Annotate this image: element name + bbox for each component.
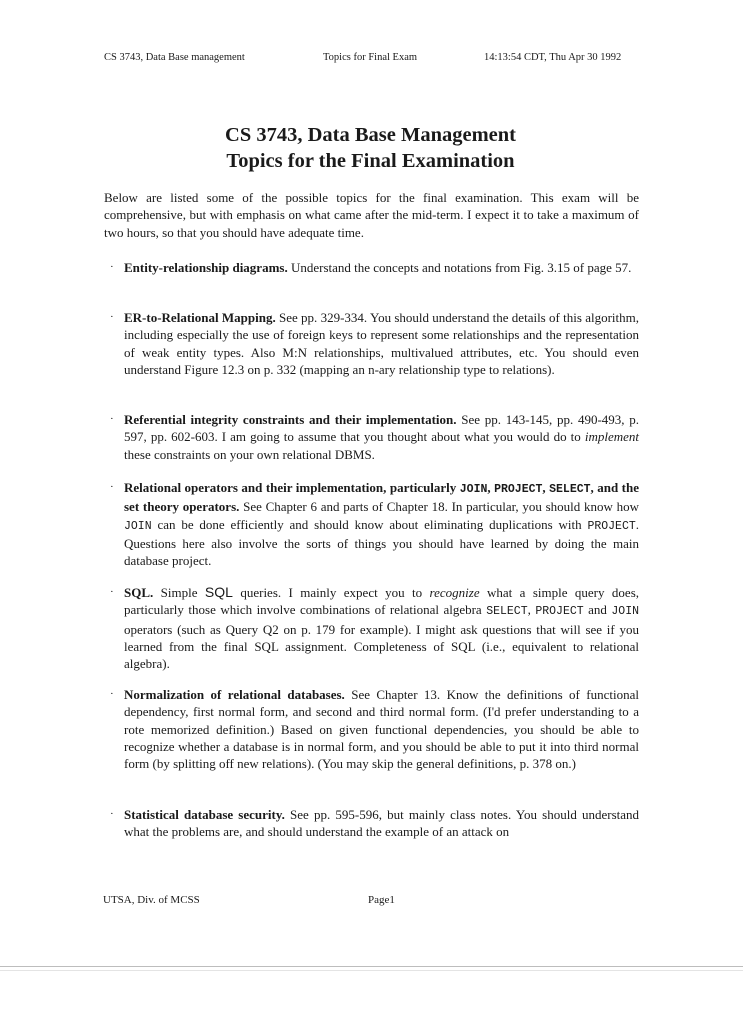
- topic-body: [124, 259, 639, 276]
- topic-item-normalization: [110, 686, 639, 772]
- topic-text: Simple: [153, 585, 205, 600]
- topic-heading: Entity-relationship diagrams.: [124, 260, 288, 275]
- topic-text: can be done efficiently and should know about eliminating duplications with: [151, 516, 588, 532]
- topic-heading: , and the set theory operators.: [124, 480, 640, 515]
- topic-item-referential-integrity: [110, 411, 639, 463]
- topic-body: [124, 686, 639, 772]
- topic-heading: ER-to-Relational Mapping.: [124, 310, 276, 325]
- topic-text: See pp. 143-145, pp. 490-493, p. 597, pp. 602-603. I am going to assume that you thought about what you would do to: [124, 412, 639, 445]
- code-select: SELECT: [486, 605, 528, 619]
- topic-body: [124, 584, 639, 672]
- bullet: ·: [110, 261, 114, 273]
- topic-heading: Normalization of relational databases.: [124, 687, 345, 702]
- topic-item-statistical-security: [110, 806, 639, 841]
- document-title: [0, 122, 743, 174]
- emphasis-text: implement: [584, 429, 639, 445]
- header-course: CS 3743, Data Base management: [104, 52, 245, 63]
- bullet: ·: [110, 311, 114, 323]
- footer-department: UTSA, Div. of MCSS: [103, 894, 200, 906]
- topic-text: and: [583, 602, 612, 618]
- footer-page-number: Page1: [368, 894, 395, 906]
- topic-text: . Questions here also involve the sorts of things you should have learned by doing the main database project.: [124, 516, 639, 569]
- code-join: JOIN: [124, 519, 152, 533]
- bullet: ·: [110, 586, 114, 598]
- code-project: PROJECT: [535, 605, 584, 619]
- topic-text: See Chapter 13. Know the definitions of functional dependency, first normal form, and second and third normal form. (I'd prefer understanding to a rote memorized definition.) Based on given functional dependencies, you should be able to recognize whether a database is in normal form, and you should be able to put it into third normal form (by splitting off new relations). (You may skip the general definitions, p. 378 on.): [124, 687, 639, 772]
- topic-item-er-mapping: [110, 309, 639, 378]
- topic-item-relational-operators: [110, 479, 639, 569]
- code-project: PROJECT: [587, 519, 636, 533]
- topic-heading: Relational operators and their implementation, particularly: [124, 480, 460, 495]
- scan-edge-shadow: [0, 970, 743, 971]
- topic-text: See pp. 595-596, but mainly class notes. You should understand what the problems are, and should understand the example of an attack on: [124, 807, 640, 840]
- topic-text: ,: [527, 602, 536, 618]
- scan-edge-line: [0, 966, 743, 967]
- header-topic: Topics for Final Exam: [323, 52, 418, 63]
- topic-heading: Statistical database security.: [124, 807, 285, 822]
- topic-heading: ,: [487, 480, 495, 495]
- code-join: JOIN: [611, 605, 639, 619]
- topic-body: [124, 806, 639, 841]
- code-select: SELECT: [549, 483, 591, 496]
- title-line-1: CS 3743, Data Base Management: [225, 124, 516, 146]
- code-join: JOIN: [459, 483, 488, 496]
- topic-item-er-diagrams: [110, 259, 639, 276]
- title-line-2: Topics for the Final Examination: [226, 150, 515, 172]
- topic-heading: SQL.: [124, 585, 154, 600]
- header-datetime: 14:13:54 CDT, Thu Apr 30 1992: [484, 52, 622, 63]
- sql-word: SQL: [204, 584, 233, 600]
- bullet: ·: [110, 688, 114, 700]
- topic-heading: ,: [542, 480, 550, 495]
- intro-paragraph: Below are listed some of the possible topics for the final examination. This exam will be comprehensive, but with emphasis on what came after the mid-term. I expect it to take a maximum of two hours, so that you should have adequate time.: [104, 190, 639, 240]
- topic-text: queries. I mainly expect you to: [232, 585, 430, 600]
- topic-text: See pp. 329-334. You should understand the details of this algorithm, including especially the use of foreign keys to represent some relationships and the representation of weak entity types. Also M:N relationships, multivalued attributes, etc. You should even understand Figure 12.3 on p. 332 (mapping an n-ary relationship type to relations).: [124, 310, 640, 377]
- topic-text: See Chapter 6 and parts of Chapter 18. In particular, you should know how: [239, 499, 639, 515]
- topic-heading: Referential integrity constraints and their implementation.: [124, 412, 457, 427]
- topic-text: operators (such as Query Q2 on p. 179 for example). I might ask questions that will see if you learned from the final SQL assignment. Completeness of SQL (i.e., equivalent to relational algebra).: [124, 621, 639, 672]
- topic-body: [124, 309, 639, 378]
- topic-item-sql: [110, 584, 639, 672]
- bullet: ·: [110, 808, 114, 820]
- topic-text: what a simple query does, particularly those which involve combinations of relational algebra: [124, 585, 639, 618]
- emphasis-text: recognize: [429, 585, 480, 600]
- topic-text: these constraints on your own relational DBMS.: [124, 446, 375, 462]
- topic-body: [124, 411, 639, 463]
- topic-text: Understand the concepts and notations from Fig. 3.15 of page 57.: [287, 260, 632, 275]
- bullet: ·: [110, 481, 114, 493]
- bullet: ·: [110, 413, 114, 425]
- topic-body: [124, 479, 639, 569]
- code-project: PROJECT: [494, 483, 543, 496]
